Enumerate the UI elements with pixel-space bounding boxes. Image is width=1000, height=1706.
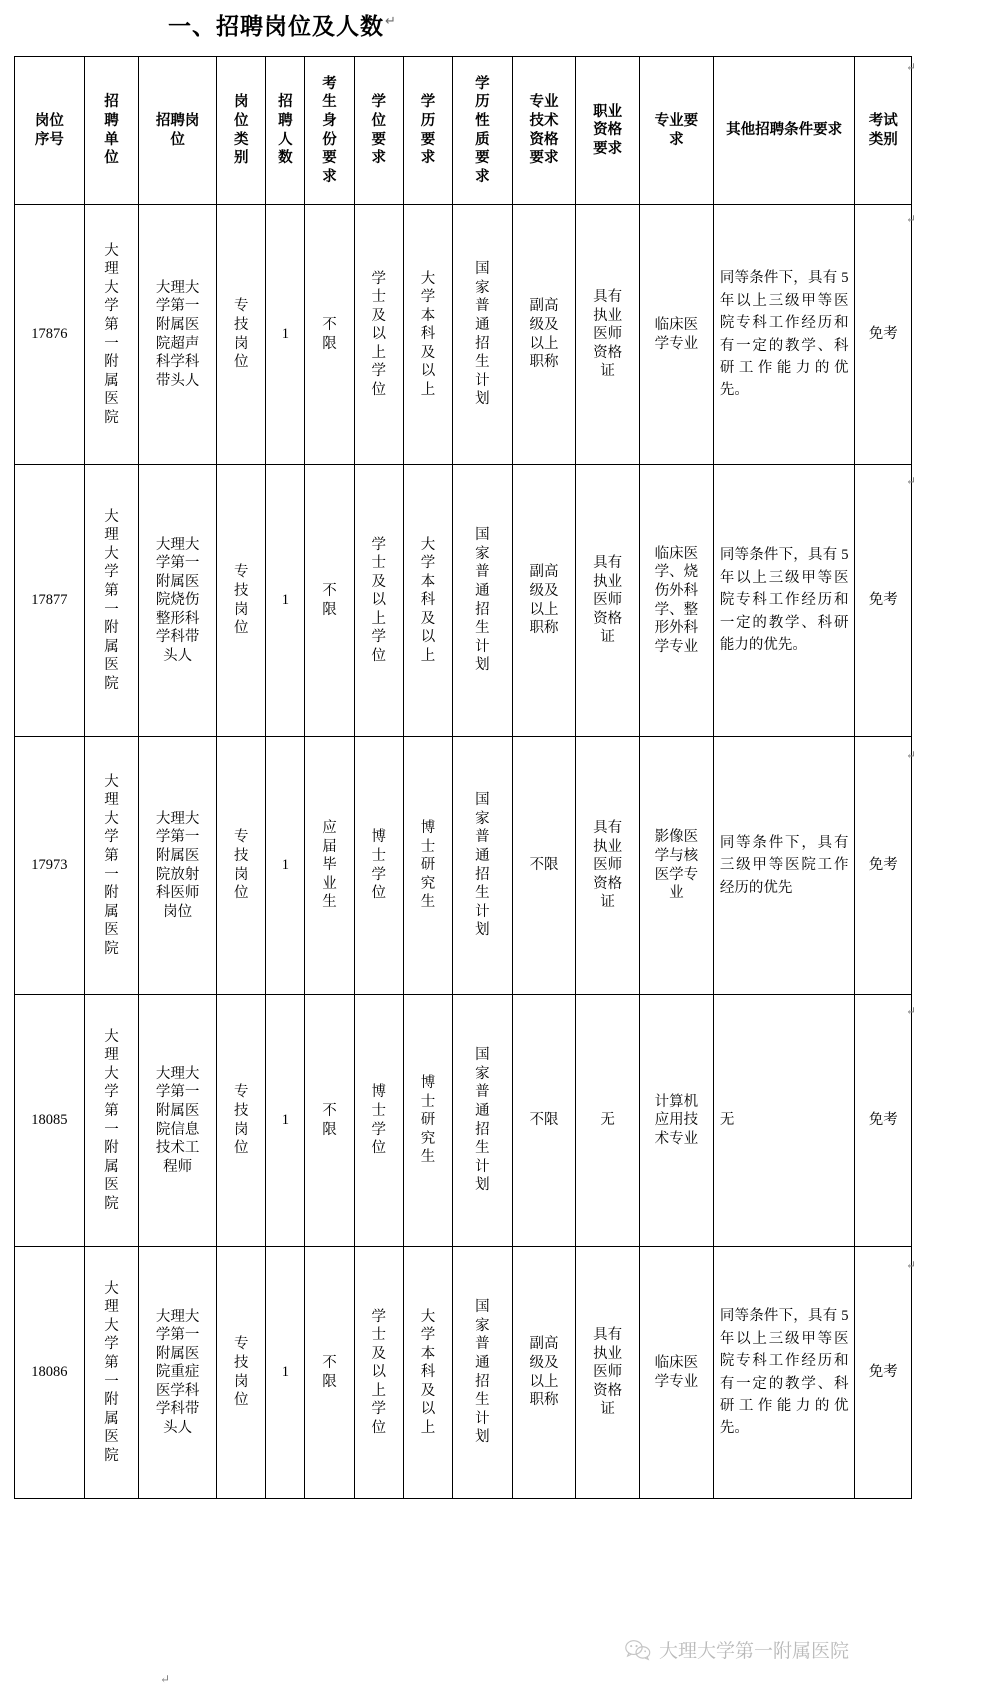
- cell-position-text: 大理大学第一附属医院重症医学科学科带头人: [155, 1308, 200, 1436]
- cell-major-text: 临床医学专业: [654, 1354, 699, 1390]
- cell-education-nature: [453, 205, 513, 465]
- cell-position-text: 大理大学第一附属医院超声科学科带头人: [155, 279, 200, 389]
- cell-vocational-cert: [576, 737, 640, 995]
- footer-watermark: [625, 1636, 849, 1663]
- cell-major: [639, 1247, 713, 1499]
- header-vocational-cert: [576, 57, 640, 205]
- header-headcount-label: 招聘人数: [278, 94, 293, 167]
- watermark-text: 大理大学第一附属医院: [659, 1641, 850, 1662]
- cell-unit: [84, 995, 138, 1247]
- cell-identity: [305, 737, 354, 995]
- cell-other-conditions-text: 同等条件下，具有 5 年以上三级甲等医院专科工作经历和一定的教学、科研能力的优先。: [719, 547, 849, 654]
- header-education-nature-label: 学历性质要求: [475, 75, 490, 185]
- cell-headcount: 1: [266, 995, 305, 1247]
- cell-education-text: 大学本科及以上: [420, 270, 436, 398]
- header-degree-label: 学位要求: [371, 94, 387, 167]
- cell-major: [639, 737, 713, 995]
- cell-category: [217, 465, 266, 737]
- cell-education: [403, 465, 452, 737]
- header-education: [403, 57, 452, 205]
- cell-serial: 18086: [15, 1247, 85, 1499]
- table-row: [15, 737, 912, 995]
- cell-education-nature-text: 国家普通招生计划: [475, 527, 490, 674]
- cell-serial: 17877: [15, 465, 85, 737]
- cell-degree-text: 学士及以上学位: [371, 1308, 387, 1436]
- cell-exam-type: [855, 465, 912, 737]
- cell-unit-text: 大理大学第一附属医院: [104, 1280, 119, 1464]
- cell-education-text: 大学本科及以上: [420, 1308, 436, 1436]
- cell-category: [217, 1247, 266, 1499]
- cell-education: [403, 737, 452, 995]
- cell-education: [403, 995, 452, 1247]
- cell-education-nature-text: 国家普通招生计划: [475, 1299, 490, 1446]
- cell-unit: [84, 205, 138, 465]
- cell-vocational-cert-text: 具有执业医师资格证: [593, 820, 623, 911]
- cell-education: [403, 1247, 452, 1499]
- paragraph-mark-icon: ↵: [906, 1258, 917, 1272]
- cell-professional-title-text: 副高级及以上职称: [529, 1336, 559, 1409]
- header-category: [217, 57, 266, 205]
- cell-degree-text: 博士学位: [371, 1084, 387, 1157]
- cell-education-text: 大学本科及以上: [420, 536, 436, 664]
- cell-position-text: 大理大学第一附属医院烧伤整形科学科带头人: [155, 536, 200, 664]
- table-header-row: [15, 57, 912, 205]
- cell-position: [139, 1247, 217, 1499]
- wechat-icon: [625, 1639, 651, 1661]
- cell-identity-text: 不限: [322, 316, 337, 352]
- header-other-conditions: [713, 57, 855, 205]
- cell-major: [639, 205, 713, 465]
- header-identity: [305, 57, 354, 205]
- cell-category-text: 专技岗位: [234, 564, 249, 637]
- page-title: [168, 8, 397, 41]
- header-major: [639, 57, 713, 205]
- cell-other-conditions-text: 同等条件下，具有 5 年以上三级甲等医院专科工作经历和有一定的教学、科研工作能力的优先。: [719, 1308, 849, 1437]
- cell-category-text: 专技岗位: [234, 1084, 249, 1157]
- cell-identity: [305, 1247, 354, 1499]
- cell-identity-text: 不限: [322, 1102, 337, 1138]
- cell-exam-type-text: 免考: [868, 326, 898, 343]
- cell-headcount: 1: [266, 1247, 305, 1499]
- cell-degree-text: 学士及以上学位: [371, 270, 387, 398]
- cell-vocational-cert: [576, 205, 640, 465]
- header-serial: [15, 57, 85, 205]
- recruitment-table: [14, 56, 912, 1499]
- cell-education-text: 博士研究生: [420, 1075, 436, 1166]
- cell-education-nature: [453, 995, 513, 1247]
- cell-position: [139, 205, 217, 465]
- cell-professional-title-text: 不限: [529, 857, 559, 874]
- paragraph-mark-icon: ↵: [385, 13, 397, 29]
- header-unit: [84, 57, 138, 205]
- header-exam-type-label: 考试类别: [868, 112, 898, 148]
- cell-exam-type-text: 免考: [868, 857, 898, 874]
- cell-other-conditions: [713, 1247, 855, 1499]
- cell-unit: [84, 1247, 138, 1499]
- cell-degree: [354, 465, 403, 737]
- cell-position-text: 大理大学第一附属医院信息技术工程师: [155, 1065, 200, 1175]
- table-row: [15, 465, 912, 737]
- cell-degree: [354, 1247, 403, 1499]
- cell-category-text: 专技岗位: [234, 298, 249, 371]
- header-education-nature: [453, 57, 513, 205]
- paragraph-mark-icon: ↵: [906, 212, 917, 226]
- cell-degree-text: 博士学位: [371, 829, 387, 902]
- cell-exam-type-text: 免考: [868, 592, 898, 609]
- recruitment-table-container: [14, 56, 912, 1499]
- cell-identity: [305, 205, 354, 465]
- cell-identity: [305, 465, 354, 737]
- cell-headcount: 1: [266, 205, 305, 465]
- cell-professional-title-text: 副高级及以上职称: [529, 298, 559, 371]
- cell-major: [639, 465, 713, 737]
- table-row: [15, 995, 912, 1247]
- cell-unit-text: 大理大学第一附属医院: [104, 1028, 119, 1212]
- cell-vocational-cert: [576, 1247, 640, 1499]
- cell-education-nature: [453, 465, 513, 737]
- cell-unit-text: 大理大学第一附属医院: [104, 508, 119, 692]
- header-vocational-cert-label: 职业资格要求: [593, 103, 623, 157]
- cell-vocational-cert-text: 具有执业医师资格证: [593, 1327, 623, 1418]
- cell-other-conditions-text: 同等条件下，具有三级甲等医院工作经历的优先: [719, 834, 849, 896]
- cell-major-text: 临床医学、烧伤外科学、整形外科学专业: [654, 545, 699, 655]
- cell-major-text: 计算机应用技术专业: [654, 1093, 699, 1147]
- cell-other-conditions: [713, 205, 855, 465]
- cell-unit: [84, 465, 138, 737]
- cell-professional-title: [512, 995, 576, 1247]
- cell-headcount: 1: [266, 737, 305, 995]
- cell-vocational-cert: [576, 995, 640, 1247]
- cell-identity: [305, 995, 354, 1247]
- cell-serial: 17876: [15, 205, 85, 465]
- cell-major-text: 临床医学专业: [654, 316, 699, 352]
- cell-exam-type: [855, 205, 912, 465]
- cell-education-nature-text: 国家普通招生计划: [475, 261, 490, 408]
- cell-exam-type-text: 免考: [868, 1112, 898, 1129]
- cell-position: [139, 465, 217, 737]
- header-unit-label: 招聘单位: [104, 94, 119, 167]
- cell-position-text: 大理大学第一附属医院放射科医师岗位: [155, 810, 200, 920]
- table-row: [15, 1247, 912, 1499]
- cell-other-conditions-text: 无: [719, 1112, 735, 1129]
- cell-category: [217, 737, 266, 995]
- paragraph-mark-icon: ↵: [906, 748, 917, 762]
- header-serial-label: 岗位序号: [34, 112, 64, 148]
- cell-unit-text: 大理大学第一附属医院: [104, 242, 119, 426]
- paragraph-mark-icon: ↵: [906, 474, 917, 488]
- cell-education-text: 博士研究生: [420, 820, 436, 911]
- header-headcount: [266, 57, 305, 205]
- header-position-label: 招聘岗位: [155, 112, 200, 148]
- cell-degree-text: 学士及以上学位: [371, 536, 387, 664]
- header-major-label: 专业要求: [654, 112, 699, 148]
- cell-vocational-cert-text: 无: [600, 1112, 615, 1129]
- header-education-label: 学历要求: [420, 94, 436, 167]
- cell-education: [403, 205, 452, 465]
- cell-education-nature-text: 国家普通招生计划: [475, 792, 490, 939]
- cell-category-text: 专技岗位: [234, 1336, 249, 1409]
- header-exam-type: [855, 57, 912, 205]
- cell-category: [217, 205, 266, 465]
- paragraph-mark-icon: ↵: [906, 60, 917, 74]
- header-professional-title: [512, 57, 576, 205]
- cell-professional-title: [512, 465, 576, 737]
- cell-major-text: 影像医学与核医学专业: [654, 829, 699, 902]
- header-identity-label: 考生身份要求: [322, 75, 337, 185]
- cell-position: [139, 995, 217, 1247]
- cell-other-conditions: [713, 737, 855, 995]
- cell-headcount: 1: [266, 465, 305, 737]
- cell-serial: 18085: [15, 995, 85, 1247]
- cell-position: [139, 737, 217, 995]
- cell-professional-title-text: 副高级及以上职称: [529, 564, 559, 637]
- cell-exam-type: [855, 1247, 912, 1499]
- cell-category-text: 专技岗位: [234, 829, 249, 902]
- page-title-text: 一、招聘岗位及人数: [168, 13, 384, 39]
- cell-education-nature: [453, 1247, 513, 1499]
- header-other-conditions-label: 其他招聘条件要求: [726, 122, 843, 139]
- cell-professional-title-text: 不限: [529, 1112, 559, 1129]
- cell-professional-title: [512, 1247, 576, 1499]
- paragraph-mark-icon: ↵: [906, 1004, 917, 1018]
- cell-exam-type-text: 免考: [868, 1364, 898, 1381]
- cell-professional-title: [512, 737, 576, 995]
- cell-category: [217, 995, 266, 1247]
- cell-degree: [354, 205, 403, 465]
- cell-education-nature-text: 国家普通招生计划: [475, 1047, 490, 1194]
- paragraph-mark-icon: ↵: [160, 1672, 171, 1686]
- header-category-label: 岗位类别: [234, 94, 249, 167]
- header-professional-title-label: 专业技术资格要求: [529, 94, 559, 167]
- cell-degree: [354, 995, 403, 1247]
- cell-unit: [84, 737, 138, 995]
- cell-identity-text: 不限: [322, 582, 337, 618]
- cell-other-conditions: [713, 995, 855, 1247]
- cell-exam-type: [855, 995, 912, 1247]
- cell-professional-title: [512, 205, 576, 465]
- cell-other-conditions-text: 同等条件下，具有 5 年以上三级甲等医院专科工作经历和有一定的教学、科研工作能力的优先。: [719, 270, 849, 399]
- header-degree: [354, 57, 403, 205]
- cell-exam-type: [855, 737, 912, 995]
- cell-degree: [354, 737, 403, 995]
- cell-education-nature: [453, 737, 513, 995]
- cell-identity-text: 应届毕业生: [322, 820, 337, 911]
- table-row: [15, 205, 912, 465]
- cell-vocational-cert: [576, 465, 640, 737]
- cell-identity-text: 不限: [322, 1354, 337, 1390]
- cell-vocational-cert-text: 具有执业医师资格证: [593, 289, 623, 380]
- cell-unit-text: 大理大学第一附属医院: [104, 773, 119, 957]
- cell-serial: 17973: [15, 737, 85, 995]
- header-position: [139, 57, 217, 205]
- cell-other-conditions: [713, 465, 855, 737]
- cell-vocational-cert-text: 具有执业医师资格证: [593, 555, 623, 646]
- cell-major: [639, 995, 713, 1247]
